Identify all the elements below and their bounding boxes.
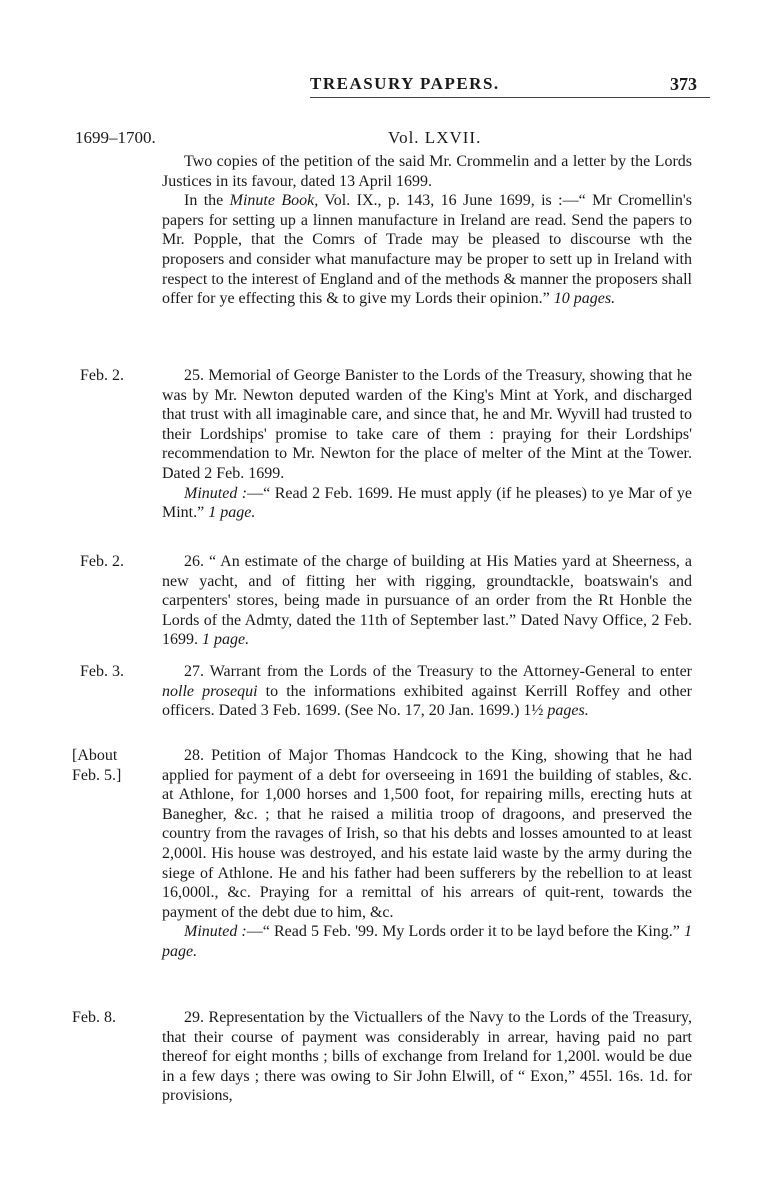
header-rule bbox=[310, 97, 710, 98]
entry-28-date-line-2: Feb. 5.] bbox=[72, 766, 122, 784]
entry-25-pages: 1 page. bbox=[208, 504, 256, 522]
volume-heading: Vol. LXVII. bbox=[388, 128, 482, 147]
entry-25-date: Feb. 2. bbox=[80, 367, 124, 384]
intro-paragraph-1: Two copies of the petition of the said Mr. Crommelin and a letter by the Lords Justices in its favour, dated 13 April 1699. bbox=[162, 153, 692, 190]
entry-26-text: 26. “ An estimate of the charge of building at His Maties yard at Sheerness, a new yacht, and of fitting her with rigging, groundtackle, boatswain's and carpenters' stores, being made in pursuance of an order from the Rt Honble the Lords of the Admty, dated the 11th of September last.” Dated Navy Office, 2 Feb. 1699. 1 page. bbox=[162, 553, 692, 649]
minute-book-italic: Minute Book, bbox=[229, 192, 319, 210]
intro-paragraph-2: In the Minute Book, Vol. IX., p. 143, 16 June 1699, is :—“ Mr Cromellin's papers for setting up a linnen manufacture in Ireland are read. Send the papers to Mr. Popple, that the Comrs of Trade may be pleased to discourse wth the proposers and consider what manufacture may be proper to sett up in Ireland with respect to the interest of England and of the methods & manner the proposers shall offer for ye effecting this & to give my Lords their opinion.” 10 pages. bbox=[162, 192, 693, 308]
intro-pages: 10 pages. bbox=[553, 290, 616, 308]
entry-28-date-line-1: [About bbox=[72, 747, 118, 764]
intro-block bbox=[162, 152, 692, 309]
entry-27-date: Feb. 3. bbox=[80, 663, 124, 680]
entry-28-date bbox=[72, 746, 121, 785]
entry-29 bbox=[162, 1008, 692, 1106]
entry-29-date: Feb. 8. bbox=[72, 1009, 116, 1026]
entry-29-text: 29. Representation by the Victuallers of the Navy to the Lords of the Treasury, that their course of payment was considerably in arrear, having paid no part thereof for eight months ; bills of exchange from Ireland for 1,200l. would be due in a few days ; there was owing to Sir John Elwill, of “ Exon,” 455l. 16s. 1d. for provisions, bbox=[162, 1009, 692, 1105]
nolle-prosequi-italic: nolle prosequi bbox=[162, 682, 258, 700]
entry-27-pages: pages. bbox=[547, 702, 589, 720]
entry-28-pages: 1 page. bbox=[162, 923, 692, 960]
page-number: 373 bbox=[670, 74, 697, 94]
entry-25 bbox=[162, 366, 692, 523]
date-range: 1699–1700. bbox=[75, 128, 156, 147]
entry-25-text: 25. Memorial of George Banister to the Lords of the Treasury, showing that he was by Mr. Newton deputed warden of the King's Mint at York, and discharged that trust with all imaginable care, and since that, he and Mr. Wyvill had trusted to their Lordships' promise to take care of them : praying for their Lordships' recommendation to Mr. Newton for the place of melter of the Mint at the Tower. Dated 2 Feb. 1699. bbox=[162, 367, 692, 482]
entry-26 bbox=[162, 552, 692, 650]
running-head: TREASURY PAPERS. bbox=[310, 74, 500, 93]
entry-26-date: Feb. 2. bbox=[80, 553, 124, 570]
entry-27-text: 27. Warrant from the Lords of the Treasury to the Attorney-General to enter nolle prosequi to the informations exhibited against Kerrill Roffey and other officers. Dated 3 Feb. 1699. (See No. 17, 20 Jan. 1699.) 1½ pages. bbox=[162, 663, 692, 720]
entry-27 bbox=[162, 662, 692, 721]
entry-25-minuted: Minuted :—“ Read 2 Feb. 1699. He must apply (if he pleases) to ye Mar of ye Mint.” 1 page. bbox=[162, 484, 692, 522]
entry-28 bbox=[162, 746, 692, 962]
entry-28-text: 28. Petition of Major Thomas Handcock to the King, showing that he had applied for payment of a debt for overseeing in 1691 the building of stables, &c. at Athlone, for 1,000 horses and 1,500 foot, for repairing mills, erecting huts at Banegher, &c. ; that he raised a militia troop of dragoons, and preserved the country from the ravages of Irish, so that his debts and losses amounted to at least 2,000l. His house was destroyed, and his estate laid waste by the army during the siege of Athlone. He and his father had been sufferers by the rebellion to at least 16,000l., &c. Praying for a remittal of his arrears of quit-rent, towards the payment of the debt due to him, &c. bbox=[162, 747, 692, 921]
entry-26-pages: 1 page. bbox=[202, 631, 250, 649]
entry-28-minuted: Minuted :—“ Read 5 Feb. '99. My Lords order it to be layd before the King.” 1 page. bbox=[162, 923, 692, 960]
